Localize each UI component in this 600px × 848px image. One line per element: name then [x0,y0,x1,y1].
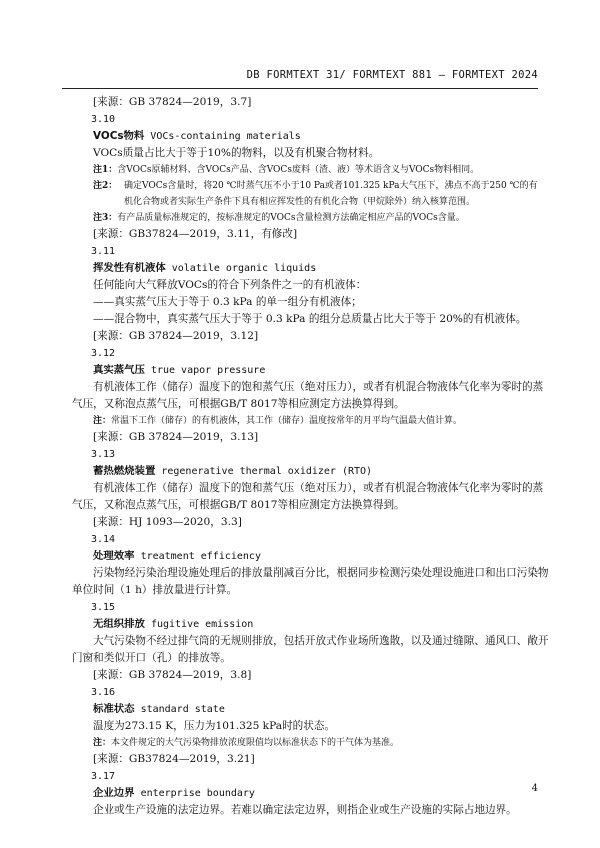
note-text: 常温下工作（储存）的有机液体，其工作（储存）温度按常年的月平均气温最大值计算。 [111,416,463,426]
definition-line: 企业或生产设施的法定边界。若难以确定法定边界，则指企业或生产设施的实际占地边界。 [93,804,517,816]
definition-list-item: ——真实蒸气压大于等于 0.3 kPa 的单一组分有机液体； [93,296,362,308]
source-reference: [来源：GB 37824—2019，3.8] [93,669,252,681]
note-label: 注： [93,416,112,426]
term-title [72,548,540,565]
document-body [72,94,549,819]
term-title [72,701,540,718]
source-reference: [来源：GB 37824—2019，3.7] [93,96,252,108]
definition-list-item: ——混合物中，真实蒸气压大于等于 0.3 kPa 的组分总质量占比大于等于 20%的有机液体。 [93,313,527,325]
term-title [72,785,540,802]
definition-line: 有机液体工作（储存）温度下的饱和蒸气压（绝对压力），或者有机混合物液体气化率为零时的蒸 [93,482,544,494]
term-en: standard state [140,704,225,715]
term-zh: 蓄热燃烧装置 [93,465,156,477]
clause-number: 3.16 [91,687,116,698]
definition-line: 有机液体工作（储存）温度下的饱和蒸气压（绝对压力），或者有机混合物液体气化率为零时的蒸 [93,381,544,393]
source-reference: [来源：HJ 1093—2020，3.3] [93,516,242,528]
term-zh: 无组织排放 [93,618,145,630]
clause-number: 3.13 [91,449,116,460]
definition-line: 门窗和类似开口（孔）的排放等。 [72,652,231,664]
note-3 [72,210,540,226]
note-label: 注3： [93,213,118,223]
term-zh: 挥发性有机液体 [93,262,166,274]
term-title [72,463,540,480]
note-label: 注： [93,738,112,748]
definition-line: VOCs质量占比大于等于10%的物料，以及有机聚合物材料。 [93,147,380,159]
note-2 [72,178,540,210]
note-text: 含VOCs原辅材料、含VOCs产品、含VOCs废料（渣、液）等术语含义与VOCs物料相同。 [117,165,480,175]
clause-number: 3.12 [91,348,116,359]
term-en: treatment efficiency [140,551,261,562]
clause-number: 3.10 [91,114,116,125]
term-zh: 企业边界 [93,787,135,799]
definition-line: 任何能向大气释放VOCs的符合下列条件之一的有机液体： [93,279,367,291]
page-number: 4 [531,783,538,794]
clause-number: 3.17 [91,771,116,782]
page-header: DB FORMTEXT 31/ FORMTEXT 881 — FORMTEXT 2024 [246,69,538,81]
term-en: regenerative thermal oxidizer (RTO) [161,466,373,477]
note-1 [72,162,540,178]
source-reference: [来源：GB 37824—2019，3.12] [93,330,259,342]
definition-line: 气压，又称泡点蒸气压，可根据GB/T 8017等相应测定方法换算得到。 [72,398,405,410]
term-title [72,362,540,379]
term-en: true vapor pressure [150,365,266,376]
definition-line: 污染物经污染治理设施处理后的排放量削减百分比，根据同步检测污染处理设施进口和出口污染物 [93,567,549,579]
term-title [72,128,540,145]
definition-line: 大气污染物不经过排气筒的无规则排放，包括开放式作业场所逸散，以及通过缝隙、通风口、敞开 [93,635,549,647]
term-zh: VOCs物料 [93,130,145,142]
term-en: VOCs-containing materials [150,131,301,142]
term-title [72,616,540,633]
note [72,413,540,429]
clause-number: 3.11 [91,246,116,257]
note [72,735,540,751]
note-text: 有产品质量标准规定的，按标准规定的VOCs含量检测方法确定相应产品的VOCs含量。 [117,213,465,223]
term-zh: 处理效率 [93,550,135,562]
source-reference: [来源：GB37824—2019，3.11，有修改] [93,228,298,240]
note-text: 本文件规定的大气污染物排放浓度限值均以标准状态下的干气体为基准。 [111,738,400,748]
definition-line: 温度为273.15 K，压力为101.325 kPa时的状态。 [93,720,336,732]
term-en: volatile organic liquids [171,263,317,274]
term-zh: 标准状态 [93,703,135,715]
note-label: 注2： [93,181,118,191]
term-en: enterprise boundary [140,788,255,799]
clause-number: 3.14 [91,534,116,545]
source-reference: [来源：GB37824—2019，3.21] [93,753,255,765]
definition-line: 气压，又称泡点蒸气压，可根据GB/T 8017等相应测定方法换算得到。 [72,499,405,511]
definition-line: 单位时间（1 h）排放量进行计算。 [72,584,238,596]
note-label: 注1： [93,165,118,175]
note-text: 确定VOCs含量时，将20 ℃时蒸气压不小于10 Pa或者101.325 kPa大气压下，沸点不高于250 ℃的有机化合物或者实际生产条件下具有相应挥发性的有机化合物（甲烷除外）纳入核算范围。 [124,181,538,207]
term-en: fugitive emission [150,619,254,630]
clause-number: 3.15 [91,602,116,613]
source-reference: [来源：GB 37824—2019，3.13] [93,431,259,443]
header-rule [62,88,538,89]
term-zh: 真实蒸气压 [93,364,145,376]
term-title [72,260,540,277]
